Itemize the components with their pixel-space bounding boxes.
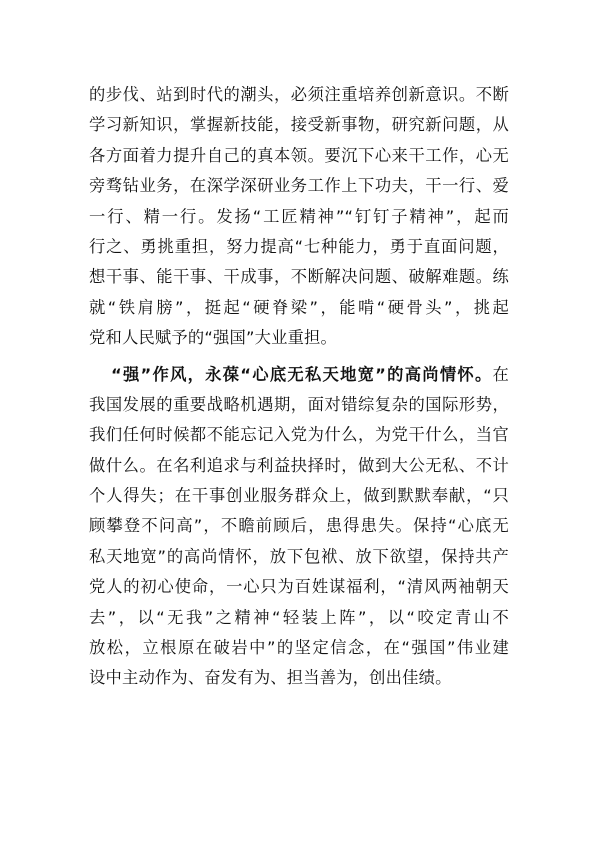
text-line: 设中主动作为、奋发有为、担当善为，创出佳绩。 (89, 668, 452, 688)
text-line: 私天地宽”的高尚情怀，放下包袱、放下欲望，保持共产 (89, 546, 509, 566)
text-line: 放松，立根原在破岩中”的坚定信念，在“强国”伟业建 (89, 638, 509, 658)
text-line: 各方面着力提升自己的真本领。要沉下心来干工作，心无 (89, 145, 509, 165)
paragraph-innovation (89, 80, 509, 354)
text-line: 一行、精一行。发扬“工匠精神”“钉钉子精神”，起而 (89, 206, 509, 226)
text-line: 学习新知识，掌握新技能，接受新事物，研究新问题，从 (89, 115, 509, 135)
text-line: 行之、勇挑重担，努力提高“七种能力，勇于直面问题， (89, 236, 509, 256)
text-line: 去”，以“无我”之精神“轻装上阵”，以“咬定青山不 (89, 607, 509, 627)
text-line: 我们任何时候都不能忘记入党为什么，为党干什么，当官 (89, 425, 509, 445)
text-line: 旁骛钻业务，在深学深研业务工作上下功夫，干一行、爱 (89, 176, 509, 196)
text-line: 做什么。在名利追求与利益抉择时，做到大公无私、不计 (89, 455, 509, 475)
text-line: 党人的初心使命，一心只为百姓谋福利，“清风两袖朝天 (89, 577, 509, 597)
text-line: 想干事、能干事、干成事，不断解决问题、破解难题。练 (89, 267, 509, 287)
text-line: 个人得失；在干事创业服务群众上，做到默默奉献，“只 (89, 486, 509, 506)
paragraph-style (89, 360, 509, 694)
heading-continuation: 在 (492, 364, 509, 384)
section-heading: “强”作风，永葆“心底无私天地宽”的高尚情怀。 (111, 364, 493, 384)
document-page (89, 80, 509, 694)
text-line: 顾攀登不问高”，不瞻前顾后，患得患失。保持“心底无 (89, 516, 509, 536)
text-line: 党和人民赋予的“强国”大业重担。 (89, 328, 338, 348)
paragraph-first-line (89, 360, 509, 390)
text-line: 就“铁肩膀”，挺起“硬脊梁”，能啃“硬骨头”，挑起 (89, 297, 509, 317)
text-line: 的步伐、站到时代的潮头，必须注重培养创新意识。不断 (89, 85, 509, 104)
text-line: 我国发展的重要战略机遇期，面对错综复杂的国际形势， (89, 394, 509, 414)
